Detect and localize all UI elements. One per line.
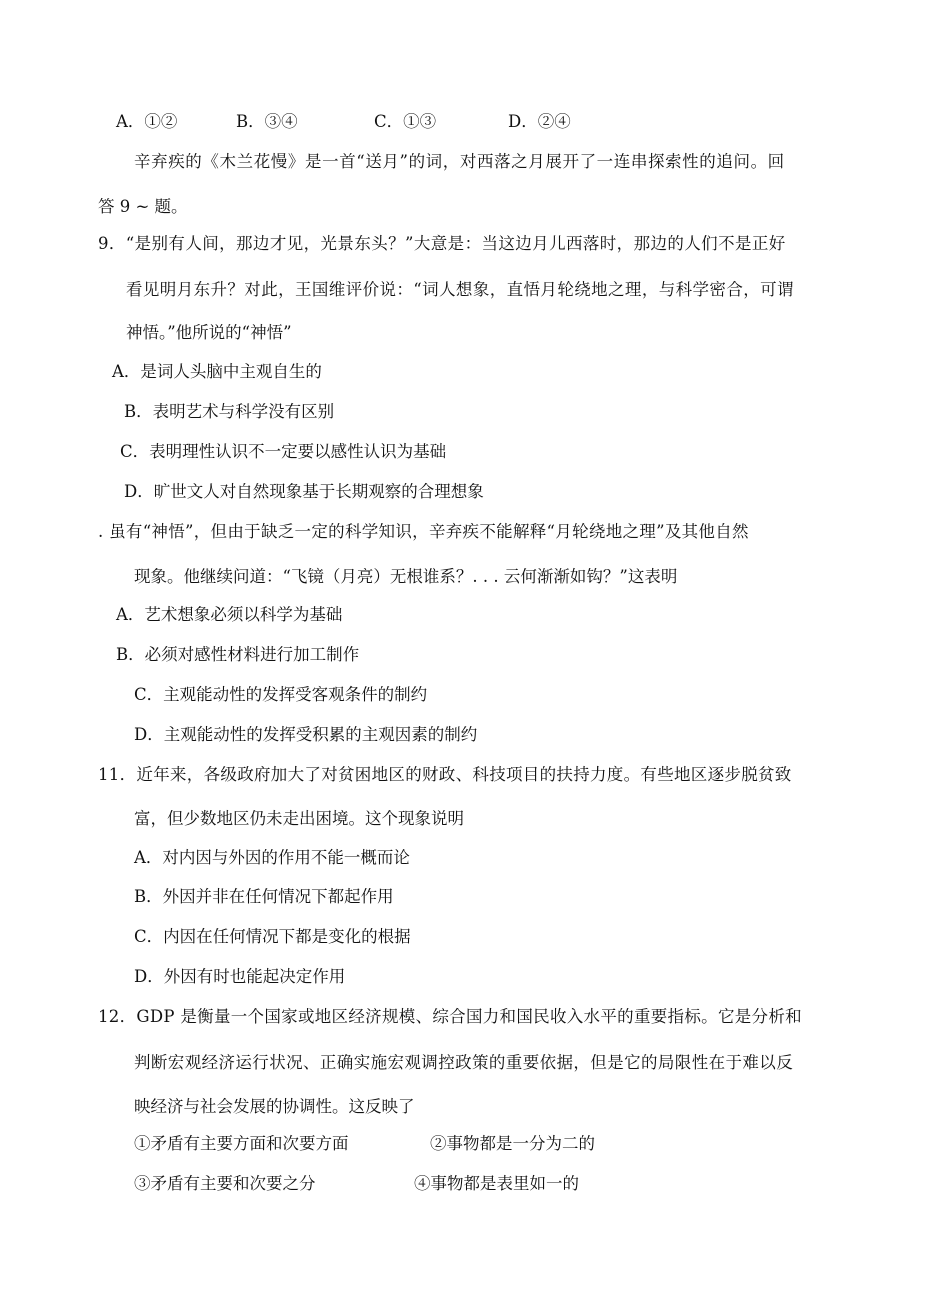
option-b: B．表明艺术与科学没有区别 <box>124 402 335 421</box>
question-stem: 看见明月东升？对此，王国维评价说：“词人想象，直悟月轮绕地之理，与科学密合，可谓 <box>126 280 794 299</box>
statement-3: ③矛盾有主要和次要之分 <box>134 1174 316 1193</box>
question-stem: 12．GDP 是衡量一个国家或地区经济规模、综合国力和国民收入水平的重要指标。它是分析和 <box>98 1007 802 1026</box>
question-stem: 11．近年来，各级政府加大了对贫困地区的财政、科技项目的扶持力度。有些地区逐步脱贫致 <box>98 765 792 784</box>
question-stem: 现象。他继续问道：“飞镜（月亮）无根谁系？. . . 云何渐渐如钩？”这表明 <box>134 567 678 586</box>
question-stem: 富，但少数地区仍未走出困境。这个现象说明 <box>134 809 464 828</box>
question-stem: . 虽有“神悟”，但由于缺乏一定的科学知识，辛弃疾不能解释“月轮绕地之理”及其他自然 <box>98 522 749 541</box>
option-a: A．是词人头脑中主观自生的 <box>112 362 322 381</box>
option-d: D．外因有时也能起决定作用 <box>134 967 346 986</box>
intro-line: 答 9 ~ 题。 <box>98 197 188 216</box>
option-d: D．②④ <box>508 112 571 131</box>
option-b: B．外因并非在任何情况下都起作用 <box>134 887 394 906</box>
option-c: C．表明理性认识不一定要以感性认识为基础 <box>120 442 447 461</box>
option-c: C．①③ <box>374 112 437 131</box>
option-d: D．旷世文人对自然现象基于长期观察的合理想象 <box>124 482 484 501</box>
option-d: D．主观能动性的发挥受积累的主观因素的制约 <box>134 725 478 744</box>
option-a: A．①② <box>116 112 178 131</box>
question-stem: 神悟。”他所说的“神悟” <box>126 323 292 342</box>
question-stem: 映经济与社会发展的协调性。这反映了 <box>134 1097 415 1116</box>
option-a: A．对内因与外因的作用不能一概而论 <box>134 848 410 867</box>
option-a: A．艺术想象必须以科学为基础 <box>116 605 343 624</box>
option-b: B．③④ <box>236 112 298 131</box>
statement-1: ①矛盾有主要方面和次要方面 <box>134 1134 349 1153</box>
option-c: C．主观能动性的发挥受客观条件的制约 <box>134 685 428 704</box>
question-stem: 9．“是别有人间，那边才见，光景东头？”大意是：当这边月儿西落时，那边的人们不是正好 <box>98 234 786 253</box>
option-b: B．必须对感性材料进行加工制作 <box>116 645 360 664</box>
intro-line: 辛弃疾的《木兰花慢》是一首“送月”的词，对西落之月展开了一连串探索性的追问。回 <box>134 152 785 171</box>
statement-4: ④事物都是表里如一的 <box>414 1174 579 1193</box>
question-stem: 判断宏观经济运行状况、正确实施宏观调控政策的重要依据，但是它的局限性在于难以反 <box>134 1053 794 1072</box>
statement-2: ②事物都是一分为二的 <box>430 1134 595 1153</box>
option-c: C．内因在任何情况下都是变化的根据 <box>134 927 411 946</box>
